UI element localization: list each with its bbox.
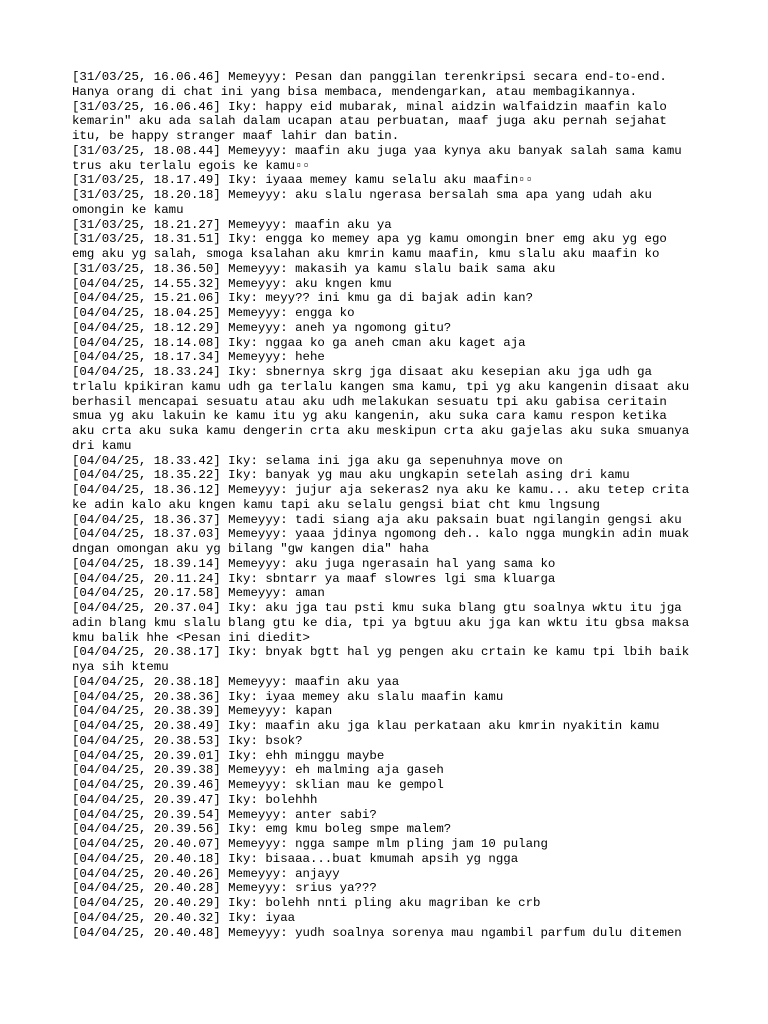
transcript-line: itu, be happy stranger maaf lahir dan batin. [72,129,400,143]
transcript-line: [04/04/25, 20.39.56] Iky: emg kmu boleg smpe malem? [72,822,452,837]
transcript-line: [04/04/25, 18.36.12] Memeyyy: jujur aja sekeras2 nya aku ke kamu... aku tetep crita [72,483,690,497]
transcript-line: [04/04/25, 20.11.24] Iky: sbntarr ya maaf slowres lgi sma kluarga [72,571,556,586]
transcript-line: [04/04/25, 20.39.54] Memeyyy: anter sabi? [72,807,377,822]
transcript-line: [31/03/25, 16.06.46] Memeyyy: Pesan dan panggilan terenkripsi secara end-to-end. [72,70,667,84]
transcript-line: [31/03/25, 16.06.46] Iky: happy eid mubarak, minal aidzin walfaidzin maafin kalo [72,99,667,114]
transcript-line: [31/03/25, 18.36.50] Memeyyy: makasih ya kamu slalu baik sama aku [72,261,556,276]
transcript-line: Hanya orang di chat ini yang bisa membaca, mendengarkan, atau membagikannya. [72,84,638,99]
transcript-line: adin blang kmu slalu blang gtu ke dia, tpi ya bgtuu aku jga kan wktu itu gbsa maksa [72,615,690,630]
transcript-line: [31/03/25, 18.17.49] Iky: iyaaa memey kamu selalu aku maafin▫▫ [72,173,534,188]
transcript-line: [04/04/25, 20.40.29] Iky: bolehh nnti pling aku magriban ke crb [72,896,541,910]
transcript-line: [04/04/25, 20.39.47] Iky: bolehhh [72,792,318,807]
transcript-line: [04/04/25, 14.55.32] Memeyyy: aku kngen kmu [72,276,392,291]
transcript-line: aku crta aku suka kamu dengerin crta aku meskipun crta aku gajelas aku suka smuanya [72,424,690,438]
transcript-line: [04/04/25, 18.12.29] Memeyyy: aneh ya ngomong gitu? [72,320,452,335]
transcript-line: kmu balik hhe <Pesan ini diedit> [72,630,310,645]
transcript-line: [04/04/25, 18.14.08] Iky: nggaa ko ga aneh cman aku kaget aja [72,335,526,350]
transcript-line: dri kamu [72,438,132,453]
transcript-line: emg aku yg salah, smoga ksalahan aku kmrin kamu maafin, kmu slalu aku maafin ko [72,247,660,261]
transcript-line: [04/04/25, 20.39.38] Memeyyy: eh malming aja gaseh [72,763,444,778]
transcript-line: [04/04/25, 20.38.49] Iky: maafin aku jga klau perkataan aku kmrin nyakitin kamu [72,719,660,733]
transcript-line: [04/04/25, 20.39.01] Iky: ehh minggu maybe [72,748,385,763]
transcript-line: [31/03/25, 18.31.51] Iky: engga ko memey apa yg kamu omongin bner emg aku yg ego [72,232,667,247]
transcript-line: [04/04/25, 18.33.42] Iky: selama ini jga aku ga sepenuhnya move on [72,453,563,468]
transcript-line: ke adin kalo aku kngen kamu tapi aku selalu gengsi biat cht kmu lngsung [72,497,600,512]
transcript-line: nya sih ktemu [72,660,169,674]
transcript-line: [31/03/25, 18.21.27] Memeyyy: maafin aku ya [72,217,392,232]
transcript-line: [04/04/25, 18.04.25] Memeyyy: engga ko [72,306,355,320]
transcript-line: [04/04/25, 18.36.37] Memeyyy: tadi siang aja aku paksain buat ngilangin gengsi aku [72,512,682,527]
transcript-line: [04/04/25, 20.40.26] Memeyyy: anjayy [72,866,340,881]
transcript-line: [04/04/25, 20.38.18] Memeyyy: maafin aku yaa [72,674,400,689]
transcript-line: [04/04/25, 20.40.32] Iky: iyaa [72,910,296,925]
transcript-line: dngan omongan aku yg bilang "gw kangen dia" haha [72,542,429,556]
transcript-line: [04/04/25, 18.37.03] Memeyyy: yaaa jdinya ngomong deh.. kalo ngga mungkin adin muak [72,527,690,542]
transcript-line: omongin ke kamu [72,202,184,217]
transcript-line: [04/04/25, 18.39.14] Memeyyy: aku juga ngerasain hal yang sama ko [72,556,556,571]
transcript-line: berhasil mencapai sesuatu atau aku udh melakukan sesuatu tpi aku gabisa ceritain [72,394,667,409]
transcript-line: [04/04/25, 20.38.36] Iky: iyaa memey aku slalu maafin kamu [72,689,504,704]
transcript-line: trus aku terlalu egois ke kamu▫▫ [72,158,310,173]
transcript-line: [04/04/25, 18.17.34] Memeyyy: hehe [72,350,325,365]
transcript-line: [04/04/25, 20.40.07] Memeyyy: ngga sampe mlm pling jam 10 pulang [72,837,548,851]
transcript-line: smua yg aku lakuin ke kamu itu yg aku kangenin, aku suka cara kamu respon ketika [72,409,667,424]
transcript-line: [04/04/25, 15.21.06] Iky: meyy?? ini kmu ga di bajak adin kan? [72,291,534,306]
transcript-line: [04/04/25, 20.38.17] Iky: bnyak bgtt hal yg pengen aku crtain ke kamu tpi lbih baik [72,645,690,660]
transcript-line: [04/04/25, 20.17.58] Memeyyy: aman [72,586,325,601]
transcript-line: [04/04/25, 20.38.53] Iky: bsok? [72,733,303,748]
transcript-line: [31/03/25, 18.20.18] Memeyyy: aku slalu ngerasa bersalah sma apa yang udah aku [72,188,652,202]
transcript-line: [04/04/25, 20.40.28] Memeyyy: srius ya??? [72,881,377,896]
transcript-line: [04/04/25, 20.40.48] Memeyyy: yudh soalnya sorenya mau ngambil parfum dulu ditemen [72,925,682,940]
transcript-line: [31/03/25, 18.08.44] Memeyyy: maafin aku juga yaa kynya aku banyak salah sama kamu [72,143,682,158]
transcript-line: [04/04/25, 20.39.46] Memeyyy: sklian mau ke gempol [72,778,444,792]
transcript-line: trlalu kpikiran kamu udh ga terlalu kangen sma kamu, tpi yg aku kangenin disaat aku [72,379,690,394]
transcript-line: [04/04/25, 18.33.24] Iky: sbnernya skrg jga disaat aku kesepian aku jga udh ga [72,365,652,379]
transcript-line: [04/04/25, 20.37.04] Iky: aku jga tau psti kmu suka blang gtu soalnya wktu itu jga [72,601,682,615]
transcript-line: [04/04/25, 18.35.22] Iky: banyak yg mau aku ungkapin setelah asing dri kamu [72,468,630,483]
transcript-line: [04/04/25, 20.38.39] Memeyyy: kapan [72,704,333,719]
transcript-line: [04/04/25, 20.40.18] Iky: bisaaa...buat kmumah apsih yg ngga [72,851,519,866]
transcript-line: kemarin" aku ada salah dalam ucapan atau perbuatan, maaf juga aku pernah sejahat [72,114,667,129]
chat-transcript [72,70,712,940]
